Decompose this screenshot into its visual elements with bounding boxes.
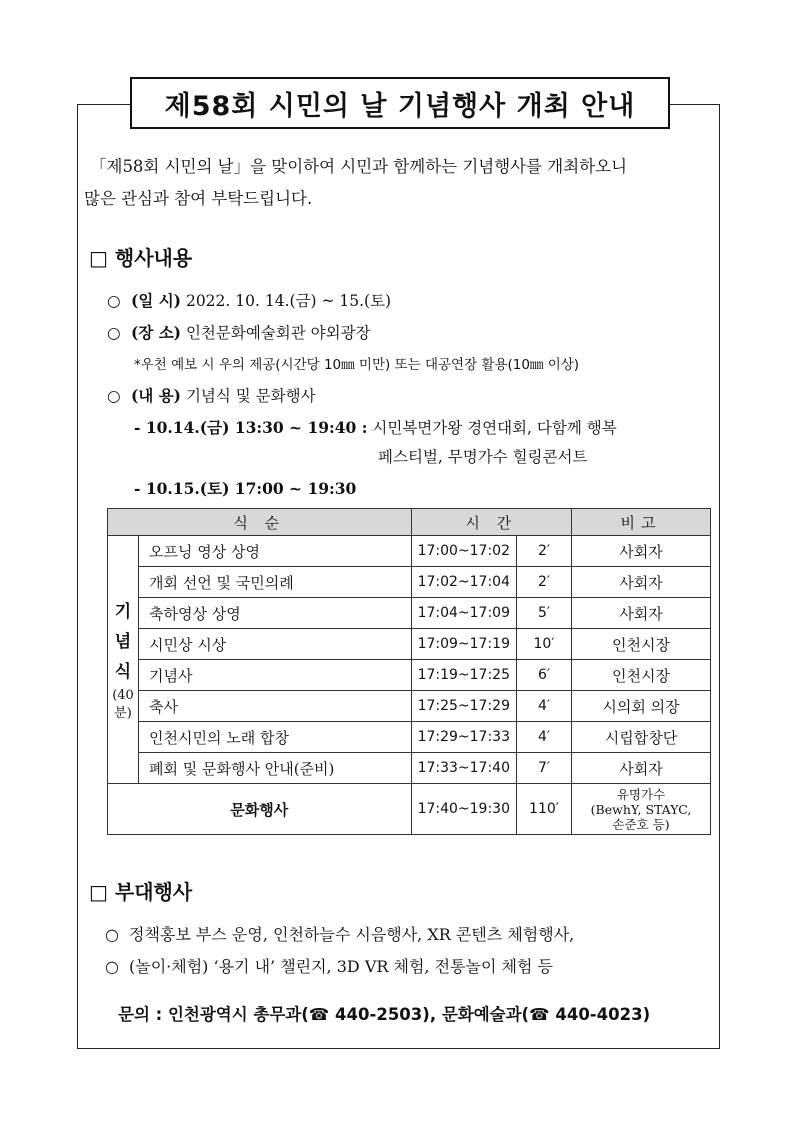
checkbox-square-icon: □	[89, 246, 108, 270]
day1-desc-2: 페스티벌, 무명가수 힐링콘서트	[378, 448, 588, 466]
row-time: 17:25~17:29	[411, 691, 516, 722]
circle-bullet-icon: ○	[107, 292, 121, 310]
row-duration: 10′	[517, 629, 572, 660]
intro-line-1: 「제58회 시민의 날」을 맞이하여 시민과 함께하는 기념행사를 개최하오니	[90, 157, 628, 176]
row-note: 사회자	[572, 567, 711, 598]
row-note: 사회자	[572, 753, 711, 784]
row-time: 17:19~17:25	[411, 660, 516, 691]
rain-note: *우천 예보 시 우의 제공(시간당 10㎜ 미만) 또는 대공연장 활용(10㎜ 이상)	[134, 357, 580, 373]
culture-row	[108, 784, 711, 835]
circle-bullet-icon: ○	[107, 324, 121, 342]
row-name: 시민상 시상	[139, 629, 412, 660]
date-bullet	[107, 289, 391, 311]
day1-schedule	[134, 416, 617, 438]
row-note: 시의회 의장	[572, 691, 711, 722]
section-heading-text: 부대행사	[114, 880, 193, 904]
side-events-line-1: ○ 정책홍보 부스 운영, 인천하늘수 시음행사, XR 콘텐츠 체험행사,	[105, 925, 575, 944]
row-duration: 2′	[517, 536, 572, 567]
header-time: 시 간	[411, 509, 571, 536]
table-row	[108, 691, 711, 722]
culture-note: 유명가수 (BewhY, STAYC, 손준호 등)	[572, 784, 711, 835]
header-order: 식 순	[108, 509, 412, 536]
ceremony-group-label: 기 념 식 (40분)	[108, 536, 139, 784]
table-row	[108, 660, 711, 691]
date-value: 2022. 10. 14.(금) ~ 15.(토)	[185, 292, 392, 310]
culture-name: 문화행사	[108, 784, 412, 835]
header-note: 비고	[572, 509, 711, 536]
ceremony-schedule-table	[107, 508, 711, 835]
document-title: 제58회 시민의 날 기념행사 개최 안내	[130, 77, 670, 129]
row-name: 축사	[139, 691, 412, 722]
row-name: 개회 선언 및 국민의례	[139, 567, 412, 598]
section-heading-text: 행사내용	[114, 246, 193, 270]
day1-time: - 10.14.(금) 13:30 ~ 19:40 :	[134, 418, 368, 437]
day2-schedule	[134, 477, 356, 499]
row-name: 폐회 및 문화행사 안내(준비)	[139, 753, 412, 784]
day1-desc-1: 시민복면가왕 경연대회, 다함께 행복	[372, 419, 617, 437]
row-time: 17:04~17:09	[411, 598, 516, 629]
ceremony-duration: (40분)	[112, 687, 134, 721]
row-time: 17:33~17:40	[411, 753, 516, 784]
circle-bullet-icon: ○	[107, 387, 121, 405]
contact-info: 문의 : 인천광역시 총무과(☎ 440-2503), 문화예술과(☎ 440-4023)	[118, 1005, 651, 1024]
row-time: 17:29~17:33	[411, 722, 516, 753]
circle-bullet-icon: ○	[105, 957, 119, 976]
row-name: 인천시민의 노래 합창	[139, 722, 412, 753]
row-duration: 6′	[517, 660, 572, 691]
table-row	[108, 753, 711, 784]
culture-time: 17:40~19:30	[411, 784, 516, 835]
section-heading-event-content	[89, 242, 192, 271]
content-bullet	[107, 384, 316, 406]
day2-time: - 10.15.(토) 17:00 ~ 19:30	[134, 479, 357, 498]
row-duration: 5′	[517, 598, 572, 629]
row-note: 사회자	[572, 598, 711, 629]
row-note: 인천시장	[572, 629, 711, 660]
row-time: 17:02~17:04	[411, 567, 516, 598]
table-row	[108, 536, 711, 567]
row-duration: 7′	[517, 753, 572, 784]
side-events-line-2: ○ (놀이·체험) ‘용기 내’ 챌린지, 3D VR 체험, 전통놀이 체험 등	[105, 957, 553, 976]
date-label: (일 시)	[131, 291, 182, 310]
row-duration: 4′	[517, 691, 572, 722]
table-row	[108, 722, 711, 753]
checkbox-square-icon: □	[89, 880, 108, 904]
place-label: (장 소)	[131, 323, 182, 342]
content-label: (내 용)	[131, 386, 182, 405]
row-note: 인천시장	[572, 660, 711, 691]
row-name: 기념사	[139, 660, 412, 691]
row-name: 축하영상 상영	[139, 598, 412, 629]
intro-line-2: 많은 관심과 참여 부탁드립니다.	[84, 189, 313, 208]
row-time: 17:09~17:19	[411, 629, 516, 660]
table-row	[108, 629, 711, 660]
table-row	[108, 567, 711, 598]
place-bullet	[107, 321, 371, 343]
culture-duration: 110′	[517, 784, 572, 835]
row-time: 17:00~17:02	[411, 536, 516, 567]
table-header-row	[108, 509, 711, 536]
circle-bullet-icon: ○	[105, 925, 119, 944]
row-note: 사회자	[572, 536, 711, 567]
table-row	[108, 598, 711, 629]
row-note: 시립합창단	[572, 722, 711, 753]
place-value: 인천문화예술회관 야외광장	[185, 324, 371, 342]
row-name: 오프닝 영상 상영	[139, 536, 412, 567]
section-heading-side-events	[89, 876, 192, 905]
row-duration: 4′	[517, 722, 572, 753]
content-value: 기념식 및 문화행사	[185, 387, 316, 405]
row-duration: 2′	[517, 567, 572, 598]
